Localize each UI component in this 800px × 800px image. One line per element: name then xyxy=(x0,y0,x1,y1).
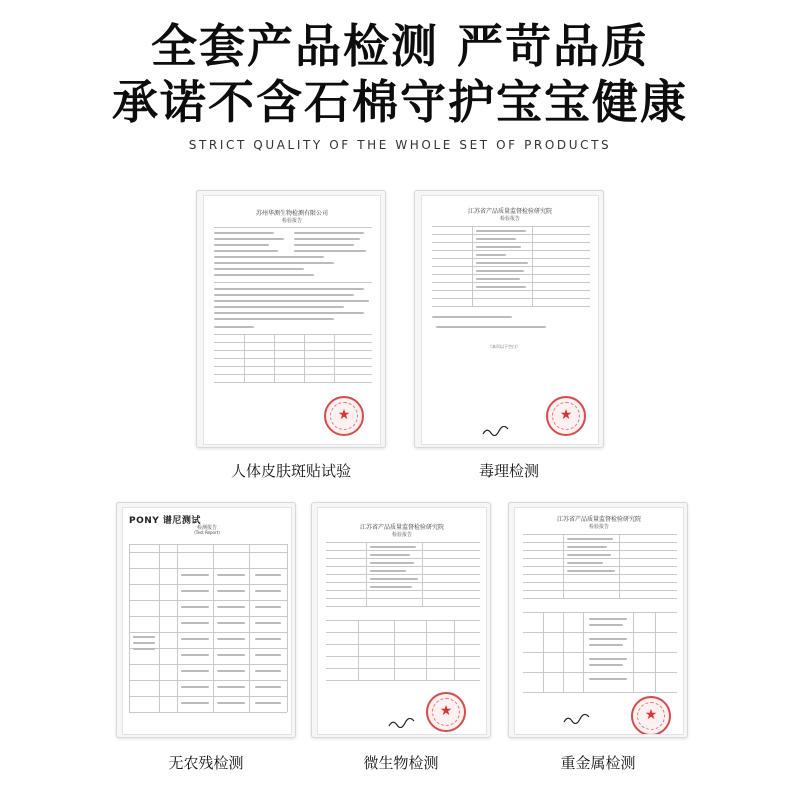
report-title: 检验报告 xyxy=(499,216,520,222)
subtitle: STRICT QUALITY OF THE WHOLE SET OF PRODUCTS xyxy=(188,138,612,152)
caption-microbial: 微生物检测 xyxy=(363,754,439,772)
report-title: 检验报告 xyxy=(588,524,609,530)
headline-line-2: 承诺不含石棉守护宝宝健康 xyxy=(112,75,688,129)
report-document xyxy=(317,507,487,735)
signature-icon xyxy=(482,426,512,436)
caption-pesticide: 无农残检测 xyxy=(168,754,244,772)
report-org: 江苏省产品质量监督检验研究院 xyxy=(359,524,444,531)
signature-icon xyxy=(388,718,418,728)
report-org: 江苏省产品质量监督检验研究院 xyxy=(467,208,552,215)
official-seal-icon xyxy=(324,396,364,436)
official-seal-icon xyxy=(426,692,466,732)
report-title-en: (Test Report) xyxy=(194,530,220,535)
signature-icon xyxy=(563,714,593,724)
report-document xyxy=(122,507,292,735)
caption-heavy-metal: 重金属检测 xyxy=(560,754,636,772)
caption-skin-patch: 人体皮肤斑贴试验 xyxy=(230,462,351,480)
report-card-microbial xyxy=(311,502,491,738)
report-title: 检验报告 xyxy=(391,532,412,538)
report-title: 检验报告 xyxy=(281,218,302,224)
report-card-pesticide xyxy=(116,502,296,738)
report-title: 检测报告 xyxy=(196,525,217,531)
report-document xyxy=(203,195,381,445)
official-seal-icon xyxy=(631,696,671,735)
pony-logo: PONY 谱尼测试 xyxy=(129,516,201,526)
report-card-toxicology xyxy=(414,190,604,448)
report-org: 江苏省产品质量监督检验研究院 xyxy=(556,516,641,523)
report-card-skin-patch xyxy=(196,190,386,448)
headline-line-1: 全套产品检测 严苛品质 xyxy=(150,19,649,73)
report-card-heavy-metal xyxy=(508,502,688,738)
report-org: 苏州华测生物检测有限公司 xyxy=(255,210,328,217)
report-document xyxy=(514,507,684,735)
caption-toxicology: 毒理检测 xyxy=(478,462,539,480)
blank-note: （本页以下空白） xyxy=(488,344,520,349)
official-seal-icon xyxy=(546,396,586,436)
report-document xyxy=(421,195,599,445)
